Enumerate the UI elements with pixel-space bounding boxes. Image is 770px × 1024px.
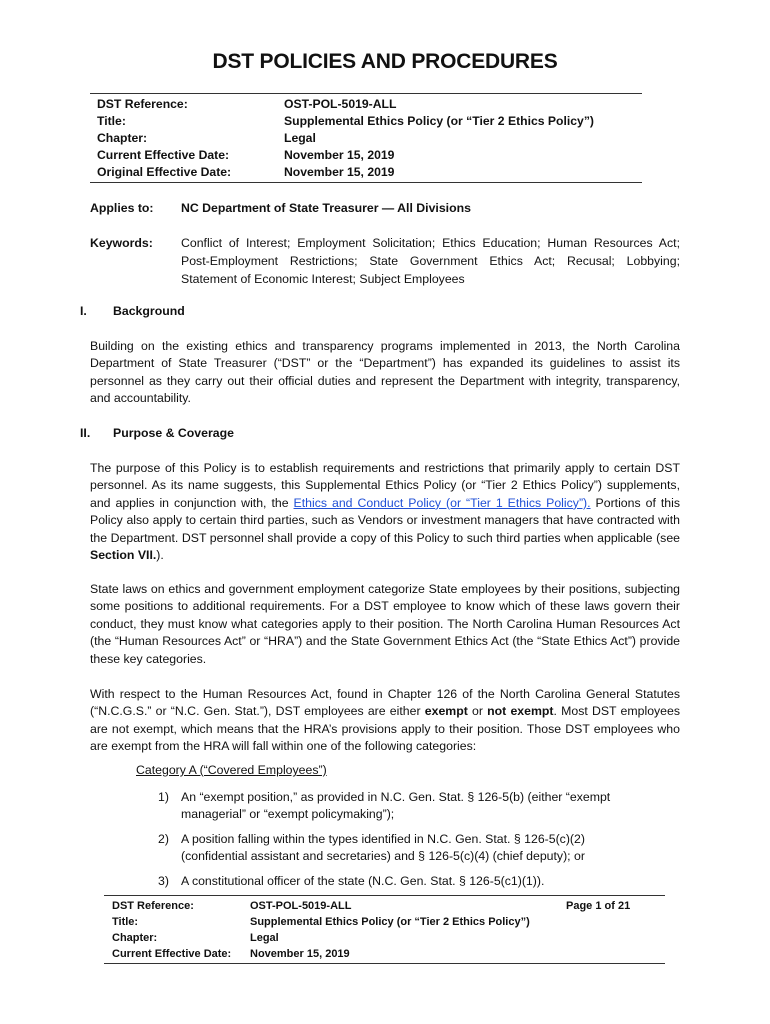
footer-label: Current Effective Date: xyxy=(112,948,232,960)
meta-label: Title: xyxy=(97,114,126,128)
meta-row-chapter xyxy=(90,130,642,147)
tier1-ethics-policy-link[interactable]: Ethics and Conduct Policy (or “Tier 1 Ethics Policy”). xyxy=(293,495,591,510)
section-title: Purpose & Coverage xyxy=(113,426,234,440)
section-number: II. xyxy=(80,426,91,440)
meta-value: Supplemental Ethics Policy (or “Tier 2 Ethics Policy”) xyxy=(284,114,594,128)
footer-label: DST Reference: xyxy=(112,900,194,912)
page-title: DST POLICIES AND PROCEDURES xyxy=(212,50,558,73)
meta-row-title xyxy=(90,113,642,130)
section-reference: Section VII. xyxy=(90,548,157,563)
page-number: Page 1 of 21 xyxy=(566,900,631,912)
list-text: A position falling within the types identified in N.C. Gen. Stat. § 126-5(c)(2) (confidential assistant and secretaries) and § 126-5(c)(4) (chief deputy); or xyxy=(181,832,585,864)
footer-row xyxy=(104,946,665,962)
purpose-paragraph-3 xyxy=(90,686,680,756)
footer-value: Supplemental Ethics Policy (or “Tier 2 Ethics Policy”) xyxy=(250,916,530,928)
list-text: A constitutional officer of the state (N.C. Gen. Stat. § 126-5(c1)(1)). xyxy=(181,874,545,888)
meta-label: Current Effective Date: xyxy=(97,148,230,162)
meta-value: OST-POL-5019-ALL xyxy=(284,97,397,111)
meta-row-current-date xyxy=(90,147,642,164)
footer-value: OST-POL-5019-ALL xyxy=(250,900,352,912)
meta-value: Legal xyxy=(284,131,316,145)
text-run: Portions of this Policy also apply to certain third parties, such as Vendors or investment managers that have contracted with the Department. DST personnel shall provide a copy of this Policy to such third parties when applicable (see xyxy=(90,495,680,545)
meta-row-original-date xyxy=(90,164,642,181)
list-number: 3) xyxy=(158,874,169,888)
text-run: ). xyxy=(156,548,164,563)
meta-value: November 15, 2019 xyxy=(284,165,395,179)
list-number: 1) xyxy=(158,790,169,804)
keywords-label: Keywords: xyxy=(90,236,153,250)
meta-value: November 15, 2019 xyxy=(284,148,395,162)
meta-label: DST Reference: xyxy=(97,97,188,111)
list-number: 2) xyxy=(158,832,169,846)
footer-row xyxy=(104,898,665,914)
meta-label: Chapter: xyxy=(97,131,148,145)
footer-value: Legal xyxy=(250,932,279,944)
section-title: Background xyxy=(113,304,185,318)
footer-value: November 15, 2019 xyxy=(250,948,350,960)
footer-row xyxy=(104,914,665,930)
text-run: With respect to the Human Resources Act, found in Chapter 126 of the North Carolina General Statutes (“N.C.G.S.” or “N.C. Gen. Stat.”), DST employees are either xyxy=(90,687,680,719)
category-a-heading: Category A (“Covered Employees”) xyxy=(136,763,327,777)
page-footer xyxy=(104,895,665,964)
emphasis-exempt: exempt xyxy=(424,704,468,719)
purpose-paragraph-1 xyxy=(90,460,680,564)
text-run: The purpose of this Policy is to establish requirements and restrictions that primarily apply to certain DST personnel. As its name suggests, this Supplemental Ethics Policy (or “Tier 2 Ethics Policy”) supplements, and applies in conjunction with, the xyxy=(90,461,680,510)
footer-label: Title: xyxy=(112,916,139,928)
meta-row-reference xyxy=(90,96,642,113)
footer-row xyxy=(104,930,665,946)
text-run: . Most DST employees are not exempt, which means that the HRA’s provisions apply to their position. Those DST employees who are exempt from the HRA will fall within one of the following categories: xyxy=(90,704,681,754)
meta-label: Original Effective Date: xyxy=(97,165,232,179)
section-number: I. xyxy=(80,304,87,318)
purpose-paragraph-2: State laws on ethics and government employment categorize State employees by their positions, subjecting some positions to additional requirements. For a DST employee to know which of these laws govern their conduct, they must know what categories apply to their position. The North Carolina Human Resources Act (the “Human Resources Act” or “HRA”) and the State Government Ethics Act (the “State Ethics Act”) provide these key categories. xyxy=(90,582,680,666)
background-paragraph: Building on the existing ethics and transparency programs implemented in 2013, the North Carolina Department of State Treasurer (“DST” or the “Department”) has expanded its guidelines to assist its personnel as they carry out their official duties and represent the Department with integrity, transparency, and accountability. xyxy=(90,339,680,406)
footer-label: Chapter: xyxy=(112,932,158,944)
list-text: An “exempt position,” as provided in N.C. Gen. Stat. § 126-5(b) (either “exempt managerial” or “exempt policymaking”); xyxy=(181,790,611,822)
applies-to-value: NC Department of State Treasurer — All Divisions xyxy=(181,201,471,215)
text-run: or xyxy=(467,704,488,719)
header-metadata-table xyxy=(90,93,642,183)
keywords-value: Conflict of Interest; Employment Solicitation; Ethics Education; Human Resources Act; Post-Employment Restrictions; State Government Ethics Act; Recusal; Lobbying; Statement of Economic Interest; Subject Employees xyxy=(181,236,680,286)
emphasis-not-exempt: not exempt xyxy=(487,704,554,719)
applies-to-label: Applies to: xyxy=(90,201,154,215)
